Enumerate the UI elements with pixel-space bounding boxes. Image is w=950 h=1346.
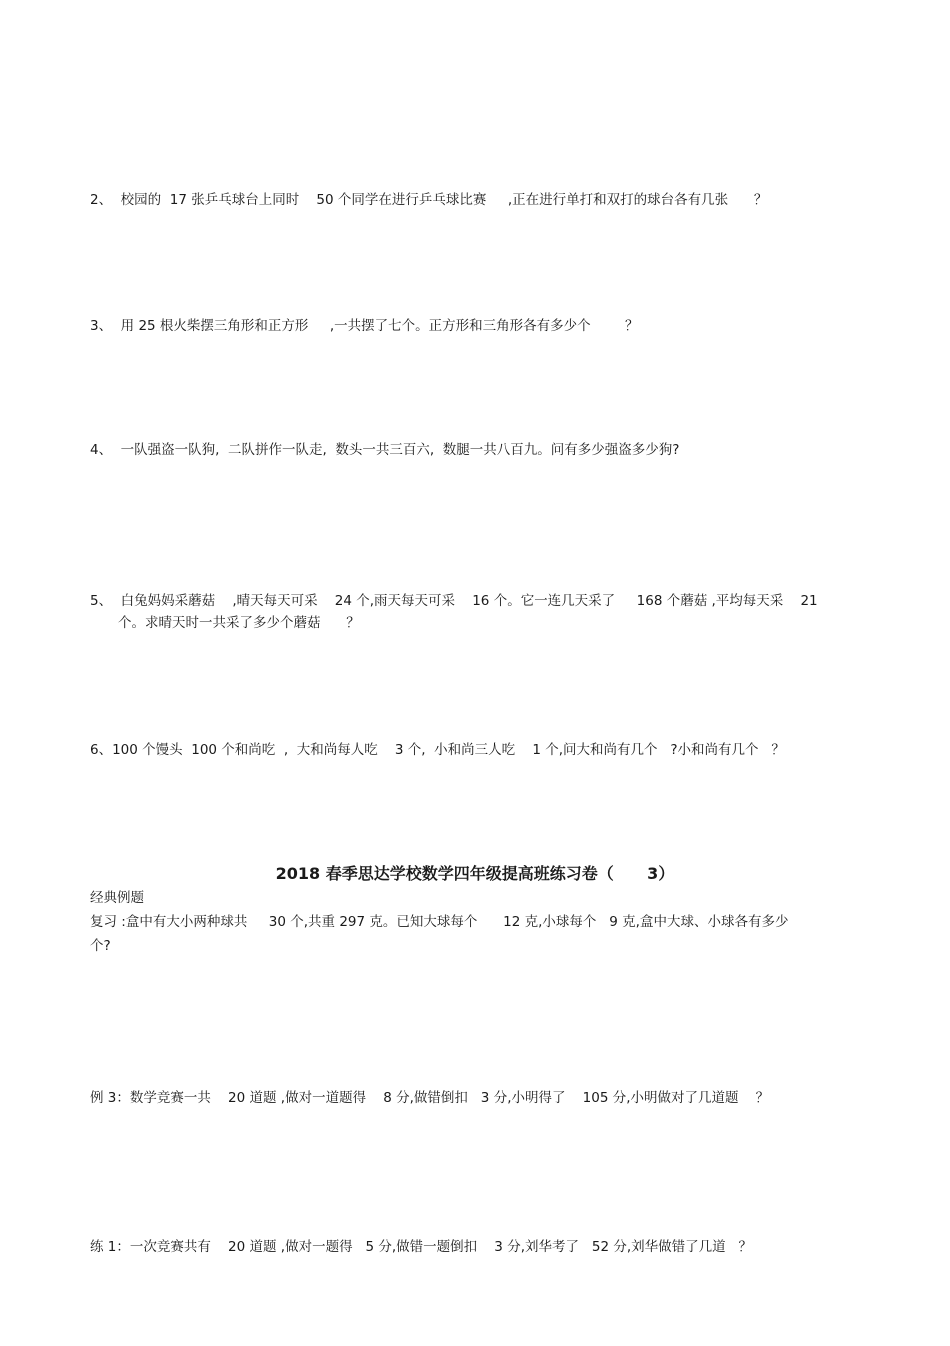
example-3: 例 3：数学竞赛一共 20 道题 ,做对一道题得 8 分,做错倒扣 3 分,小明得了 105 分,小明做对了几道题 ？ (90, 1090, 770, 1106)
question-5-line-1: 5、 白兔妈妈采蘑菇 ,晴天每天可采 24 个,雨天每天可采 16 个。它一连几天采了 168 个蘑菇 ,平均每天采 21 (90, 593, 818, 609)
question-3: 3、 用 25 根火柴摆三角形和正方形 ,一共摆了七个。正方形和三角形各有多少个 ？ (90, 318, 639, 334)
review-problem-line-2: 个? (90, 938, 111, 954)
practice-1: 练 1：一次竞赛共有 20 道题 ,做对一题得 5 分,做错一题倒扣 3 分,刘华考了 52 分,刘华做错了几道 ？ (90, 1239, 752, 1255)
question-6: 6、100 个馒头 100 个和尚吃 , 大和尚每人吃 3 个, 小和尚三人吃 1 个,问大和尚有几个 ?小和尚有几个 ？ (90, 742, 785, 758)
section-subtitle: 经典例题 (90, 890, 144, 906)
question-2: 2、 校园的 17 张乒乓球台上同时 50 个同学在进行乒乓球比赛 ,正在进行单打和双打的球台各有几张 ？ (90, 192, 768, 208)
section-title: 2018 春季思达学校数学四年级提高班练习卷（ 3） (275, 864, 675, 883)
question-5-line-2: 个。求晴天时一共采了多少个蘑菇 ？ (118, 615, 360, 631)
question-4: 4、 一队强盗一队狗, 二队拼作一队走, 数头一共三百六, 数腿一共八百九。问有多少强盗多少狗? (90, 442, 680, 458)
review-problem-line-1: 复习 :盒中有大小两种球共 30 个,共重 297 克。已知大球每个 12 克,小球每个 9 克,盒中大球、小球各有多少 (90, 914, 789, 930)
